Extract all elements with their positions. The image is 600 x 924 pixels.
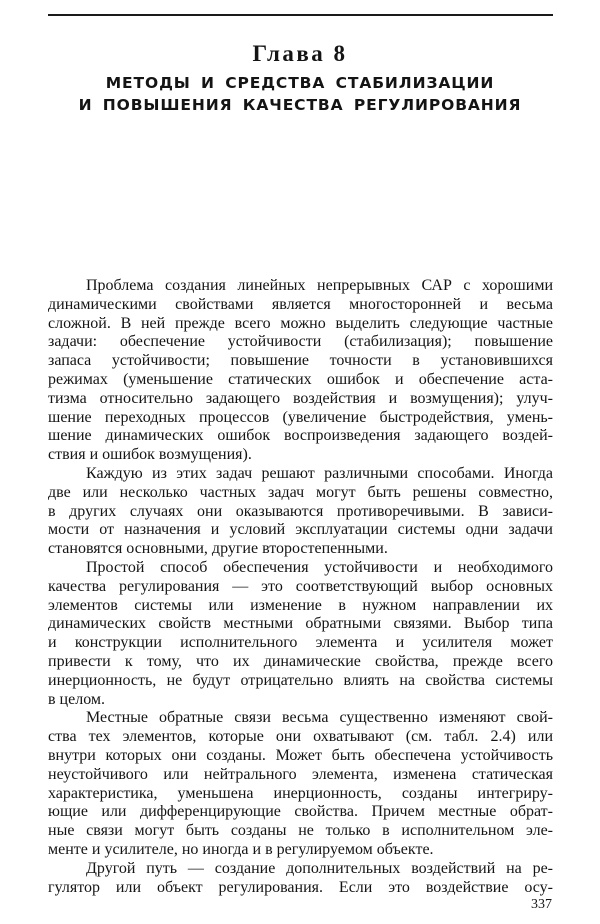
text-line: динамических свойств местными обратными связями. Выбор типа [48, 615, 553, 633]
text-line: шение динамических ошибок воспроизведения задающего воздей- [48, 427, 553, 445]
text-line: привести к тому, что их динамические свойства, прежде всего [48, 652, 553, 670]
chapter-title-line: И ПОВЫШЕНИЯ КАЧЕСТВА РЕГУЛИРОВАНИЯ [78, 96, 522, 114]
text-line: элементов системы или изменение в нужном направлении их [48, 596, 553, 614]
text-line: менте и усилителе, но иногда и в регулируемом объекте. [48, 840, 434, 858]
text-line: тизма относительно задающего воздействия и возмущения); улуч- [48, 389, 553, 407]
text-line: Местные обратные связи весьма существенно изменяют свой- [86, 709, 553, 727]
paragraph [48, 465, 553, 559]
text-line: и конструкции исполнительного элемента и усилителя может [48, 634, 553, 652]
paragraph [48, 860, 553, 898]
text-line: динамическими свойствами является многосторонней и весьма [48, 295, 553, 313]
text-line: качества регулирования — это соответствующий выбор основных [48, 577, 553, 595]
text-line: ства тех элементов, которые они охватывают (см. табл. 2.4) или [48, 728, 553, 746]
paragraph [48, 277, 553, 465]
text-line: ющие или дифференцирующие свойства. Причем местные обрат- [48, 803, 553, 821]
text-line: режимах (уменьшение статических ошибок и обеспечение аста- [48, 370, 553, 388]
text-line: в целом. [48, 690, 106, 708]
paragraph [48, 709, 553, 859]
text-line: мости от назначения и условий эксплуатации системы одни задачи [48, 521, 553, 539]
text-line: Простой способ обеспечения устойчивости и необходимого [86, 558, 553, 576]
top-rule [48, 14, 553, 16]
text-line: неустойчивого или нейтрального элемента, изменена статическая [48, 765, 553, 783]
text-line: в других случаях они оказываются противоречивыми. В зависи- [48, 502, 553, 520]
text-line: Каждую из этих задач решают различными способами. Иногда [86, 464, 553, 482]
text-line: Проблема создания линейных непрерывных САР с хорошими [86, 277, 553, 294]
text-line: характеристика, уменьшена инерционность, созданы интегриру- [48, 784, 553, 802]
text-line: гулятор или объект регулирования. Если это воздействие осу- [48, 878, 553, 896]
chapter-label: Глава 8 [252, 41, 348, 66]
text-line: Другой путь — создание дополнительных воздействий на ре- [86, 859, 553, 877]
chapter-title-line: МЕТОДЫ И СРЕДСТВА СТАБИЛИЗАЦИИ [105, 74, 495, 92]
chapter-title [0, 72, 600, 116]
page-number: 337 [531, 897, 552, 912]
text-line: становятся основными, другие второстепенными. [48, 540, 388, 558]
body-text [48, 277, 553, 897]
text-line: сложной. В ней прежде всего можно выделить следующие частные [48, 314, 553, 332]
text-line: инерционность, не будут отрицательно влиять на свойства системы [48, 671, 553, 689]
text-line: ные связи могут быть созданы не только в исполнительном эле- [48, 822, 553, 840]
text-line: две или несколько частных задач могут быть решены совместно, [48, 483, 553, 501]
text-line: внутри которых они созданы. Может быть обеспечена устойчивость [48, 746, 553, 764]
text-line: шение переходных процессов (увеличение быстродействия, умень- [48, 408, 553, 426]
paragraph [48, 559, 553, 709]
text-line: запаса устойчивости; повышение точности в установившихся [48, 352, 553, 370]
text-line: ствия и ошибок возмущения). [48, 446, 252, 464]
text-line: задачи: обеспечение устойчивости (стабилизация); повышение [48, 333, 553, 351]
